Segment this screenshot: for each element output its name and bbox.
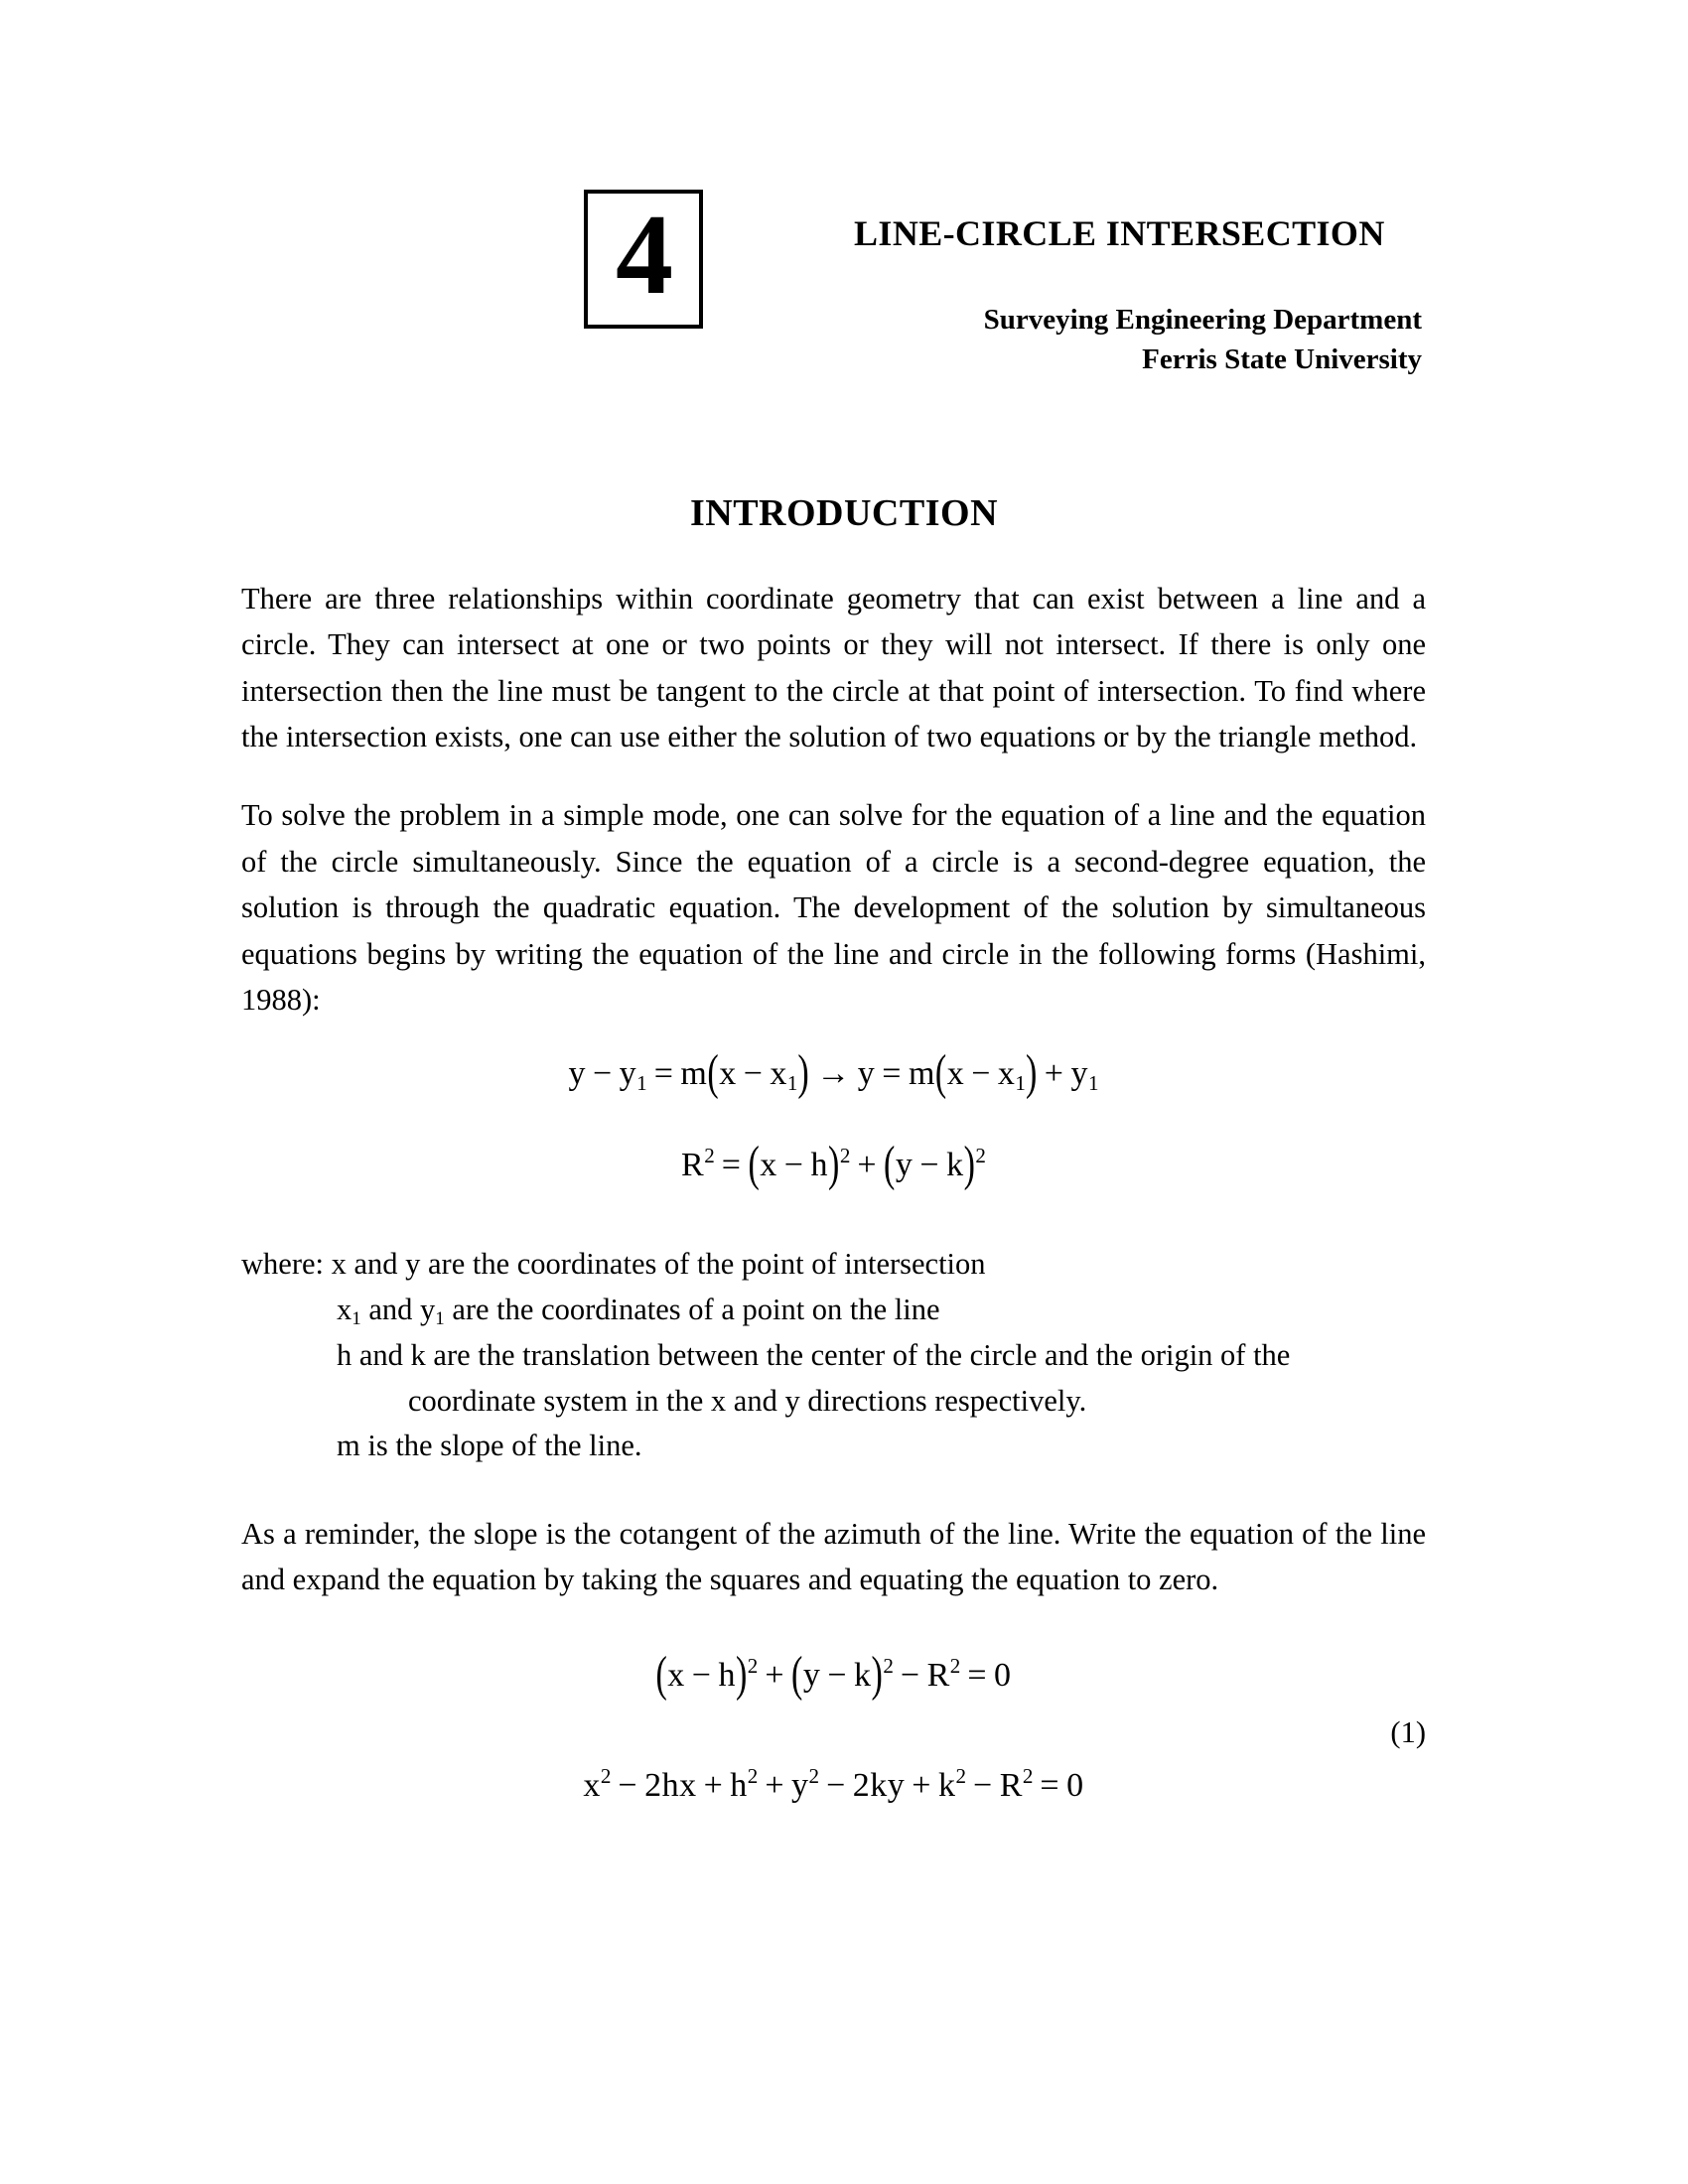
where-item-x1y1-mid: and y <box>360 1292 436 1326</box>
where-item-x1y1 <box>241 1288 1426 1333</box>
where-item-xy <box>241 1242 1426 1288</box>
page-title: LINE-CIRCLE INTERSECTION <box>854 213 1385 253</box>
equation-circle-form <box>241 1138 1426 1192</box>
where-definitions-block <box>241 1242 1426 1469</box>
equation-number-row <box>241 1715 1426 1761</box>
page-header <box>0 177 1688 405</box>
document-body <box>241 576 1426 1805</box>
where-item-x1y1-sub2: 1 <box>435 1307 445 1329</box>
where-item-x1y1-sub1: 1 <box>352 1307 361 1329</box>
equation-circle-form-math: $R^2 = (x - h)^2 + (y - k)^2$ <box>681 1138 986 1192</box>
where-label: where: <box>241 1246 324 1281</box>
paragraph-slope-reminder: As a reminder, the slope is the cotangent of the azimuth of the line. Write the equation of the line and expand the equation by taking the squares and equating the equation to zero. <box>241 1517 1426 1597</box>
where-item-xy-text: x and y are the coordinates of the point of intersection <box>331 1246 986 1281</box>
equation-number-1: (1) <box>1390 1715 1426 1750</box>
equation-line-form-math: $y - y_1 = m(x - x_1) \to y = m(x - x_1) + y_1$ <box>568 1046 1099 1101</box>
chapter-number: 4 <box>616 191 671 319</box>
paragraph-intro-relationships: There are three relationships within coordinate geometry that can exist between a line and a circle. They can intersect at one or two points or they will not intersect. If there is only one intersection then the line must be tangent to the circle at that point of intersection. To find where the intersection exists, one can use either the solution of two equations or by the triangle method. <box>241 582 1426 754</box>
affiliation-university: Ferris State University <box>1142 343 1422 376</box>
equation-line-form <box>241 1046 1426 1101</box>
where-item-x1y1-suffix: are the coordinates of a point on the line <box>444 1292 940 1326</box>
section-heading-introduction: INTRODUCTION <box>689 492 999 534</box>
where-item-hk: h and k are the translation between the center of the circle and the origin of the <box>337 1337 1291 1372</box>
equation-multiplied-out-math: $x^2 - 2hx + h^2 + y^2 - 2ky + k^2 - R^2 = 0$ <box>583 1764 1084 1805</box>
where-item-hk-continued: coordinate system in the x and y directions respectively. <box>408 1383 1087 1418</box>
equation-multiplied-out <box>241 1765 1426 1804</box>
paragraph-simultaneous-solution: To solve the problem in a simple mode, one can solve for the equation of a line and the equation of the circle simultaneously. Since the equation of a circle is a second-degree equation, the solution is through the quadratic equation. The development of the solution by simultaneous equations begins by writing the equation of the line and circle in the following forms (Hashimi, 1988): <box>241 798 1426 1017</box>
chapter-number-box <box>584 190 703 329</box>
where-item-slope: m is the slope of the line. <box>337 1429 642 1463</box>
equation-expanded-zero-form <box>241 1648 1426 1703</box>
where-item-x1y1-prefix: x <box>337 1292 352 1326</box>
equation-expanded-zero-form-math: $(x - h)^2 + (y - k)^2 - R^2 = 0$ <box>655 1648 1012 1703</box>
affiliation-department: Surveying Engineering Department <box>983 304 1422 336</box>
affiliation-block <box>755 300 1422 379</box>
